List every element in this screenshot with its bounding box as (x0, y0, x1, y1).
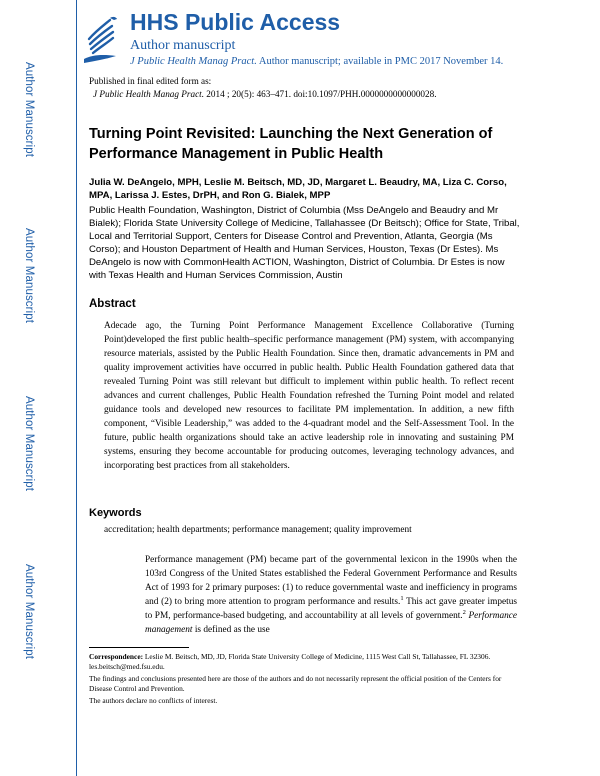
correspondence-note (89, 652, 504, 672)
footnotes (89, 652, 504, 708)
author-list: Julia W. DeAngelo, MPH, Leslie M. Beitsch, MD, JD, Margaret L. Beaudry, MA, Liza C. Corso, MPA, Larissa J. Estes, DrPH, and Ron G. Bialek, MPP (89, 177, 507, 201)
publication-journal: J Public Health Manag Pract. (93, 89, 204, 99)
published-label: Published in final edited form as: (89, 76, 212, 86)
author-affiliations: Public Health Foundation, Washington, District of Columbia (Mss DeAngelo and Beaudry and Mr Bialek); Florida State University College of Medicine, Tallahassee (Dr Beitsch); Office for State, Tribal, Local and Territorial Support, Centers for Disease Control and Prevention, Atlanta, Georgia (Ms Corso); and Houston Department of Health and Human Services, Houston, Texas (Dr Estes). Ms DeAngelo is now with CommonHealth ACTION, Washington, District of Columbia. Dr Estes is now with Texas Health and Human Services Commission, Austin (89, 205, 520, 281)
correspondence-label: Correspondence: (89, 652, 144, 661)
sidebar-author-manuscript-label-4: Author Manuscript (23, 564, 35, 660)
journal-name: J Public Health Manag Pract. (130, 56, 257, 67)
margin-divider (76, 0, 77, 776)
footnote-divider (89, 647, 189, 648)
publication-citation-details: 2014 ; 20(5): 463–471. doi:10.1097/PHH.0000000000000028. (206, 89, 437, 99)
keywords-heading: Keywords (89, 507, 142, 519)
body-paragraph (145, 553, 517, 637)
hhs-public-access-title: HHS Public Access (130, 9, 341, 35)
body-text-part-2: This act gave greater impetus to PM, performance-based budgeting, and accountability at all levels of government. (145, 597, 517, 621)
abstract-text: Adecade ago, the Turning Point Performance Management Excellence Collaborative (Turning Point)developed the first public health–specific performance management (PM) system, with accompanying resource materials, assisted by the Public Health Foundation. Since then, dramatic advancements in PM and quality improvement activities have occurred in public health. Public Health Foundation gathered data that revealed Turning Point was still relevant but difficult to implement within public health. To reflect recent advances and current challenges, Public Health Foundation refreshed the Turning Point model and related guidance tools and developed new resources to facilitate PM implementation. In addition, a new fifth component, “Visible Leadership,” was added to the 4-quadrant model and the Self-Assessment Tool. In the future, public health organizations should take an active leadership role in innovating and sustaining PM systems, ensuring they become accountable for producing outcomes, leveraging technology advances, and incorporating best practices from all stakeholders. (104, 321, 514, 471)
publication-info (89, 75, 437, 101)
publication-citation (89, 88, 437, 101)
author-manuscript-label: Author manuscript (130, 38, 236, 53)
body-italic-term: Performance management (145, 611, 517, 635)
reference-1[interactable]: 1 (400, 594, 404, 602)
body-text-part-1: Performance management (PM) became part of the governmental lexicon in the 1990s when the 103rd Congress of the United States established the Federal Government Performance and Results Act of 1993 for 2 primary purposes: (1) to reduce governmental waste and inefficiency in programs and (2) to bring more attention to program performance and results. (145, 555, 517, 607)
body-text-part-3: is defined as the use (192, 625, 270, 635)
keywords-list: accreditation; health departments; performance management; quality improvement (104, 525, 412, 535)
sidebar-author-manuscript-label-2: Author Manuscript (23, 228, 35, 324)
correspondence-text: Leslie M. Beitsch, MD, JD, Florida State University College of Medicine, 1115 West Call St, Tallahassee, FL 32306. les.beitsch@med.fsu.edu. (89, 652, 491, 671)
availability-text: Author manuscript; available in PMC 2017 November 14. (258, 56, 504, 67)
conflict-note: The authors declare no conflicts of interest. (89, 696, 218, 705)
sidebar-author-manuscript-label-3: Author Manuscript (23, 396, 35, 492)
sidebar-author-manuscript-label-1: Author Manuscript (23, 62, 35, 158)
disclaimer-note: The findings and conclusions presented here are those of the authors and do not necessarily represent the official position of the Centers for Disease Control and Prevention. (89, 674, 502, 693)
manuscript-availability-line (130, 55, 503, 69)
article-title: Turning Point Revisited: Launching the Next Generation of Performance Management in Public Health (89, 126, 493, 162)
abstract-heading: Abstract (89, 298, 136, 310)
hhs-eagle-logo-icon (80, 13, 120, 67)
reference-2[interactable]: 2 (462, 608, 466, 616)
